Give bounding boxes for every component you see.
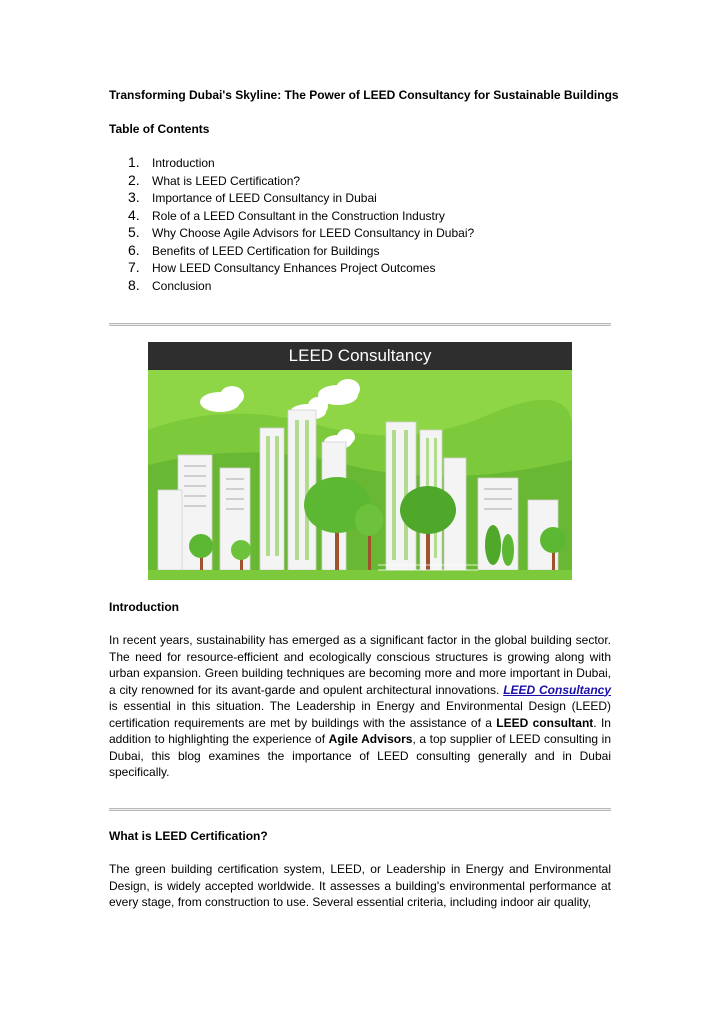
toc-item: 8. Conclusion xyxy=(128,276,212,293)
toc-item: 1. Introduction xyxy=(128,154,215,170)
toc-item: 5. Why Choose Agile Advisors for LEED Consultancy in Dubai? xyxy=(128,224,475,240)
section-heading-certification: What is LEED Certification? xyxy=(109,829,268,843)
toc-item-label: What is LEED Certification? xyxy=(152,173,301,188)
toc-item-label: Role of a LEED Consultant in the Construction Industry xyxy=(152,208,445,223)
certification-paragraph: The green building certification system, LEED, or Leadership in Energy and Environmental Design, is widely accepted worldwide. It assesses a building's environmental performance at every stage, from construction to use. Several essential criteria, including indoor air quality, xyxy=(109,862,611,909)
toc-item: 3. Importance of LEED Consultancy in Dubai xyxy=(128,189,377,205)
toc-item: 6. Benefits of LEED Certification for Buildings xyxy=(128,241,380,258)
toc-item-label: Benefits of LEED Certification for Buildings xyxy=(152,243,380,258)
horizontal-divider xyxy=(109,808,611,811)
horizontal-divider xyxy=(109,323,611,326)
introduction-paragraph: In recent years, sustainability has emerged as a significant factor in the global building sector. The need for resource-efficient and ecologically conscious structures is growing along with urban expansion. Green building techniques are becoming more and more important in Dubai, a city renowned for its avant-garde and opulent architectural innovations. LEED Consultancy is essential in this situation. The Leadership in Energy and Environmental Design (LEED) certification requirements are met by buildings with the assistance of a LEED consultant. In addition to highlighting the experience of Agile Advisors, a top supplier of LEED consulting in Dubai, this blog examines the importance of LEED consulting generally and in Dubai specifically. xyxy=(109,633,612,779)
toc-item: 7. How LEED Consultancy Enhances Project Outcomes xyxy=(128,259,436,275)
toc-item-label: Introduction xyxy=(152,156,215,170)
hero-banner-title: LEED Consultancy xyxy=(288,346,432,365)
toc-item-label: Importance of LEED Consultancy in Dubai xyxy=(152,191,377,205)
section-heading-introduction: Introduction xyxy=(109,600,179,614)
toc-item-label: Conclusion xyxy=(152,278,212,293)
table-of-contents xyxy=(128,154,474,294)
document-title: Transforming Dubai's Skyline: The Power of LEED Consultancy for Sustainable Buildings xyxy=(109,88,619,102)
hero-image xyxy=(148,342,572,580)
green-city-illustration xyxy=(148,370,572,580)
toc-heading: Table of Contents xyxy=(109,122,210,136)
toc-item-label: Why Choose Agile Advisors for LEED Consultancy in Dubai? xyxy=(152,226,475,240)
leed-consultancy-link[interactable]: LEED Consultancy xyxy=(503,682,611,697)
toc-item: 2. What is LEED Certification? xyxy=(128,171,301,188)
toc-item: 4. Role of a LEED Consultant in the Construction Industry xyxy=(128,206,445,223)
toc-item-label: How LEED Consultancy Enhances Project Outcomes xyxy=(152,261,436,275)
